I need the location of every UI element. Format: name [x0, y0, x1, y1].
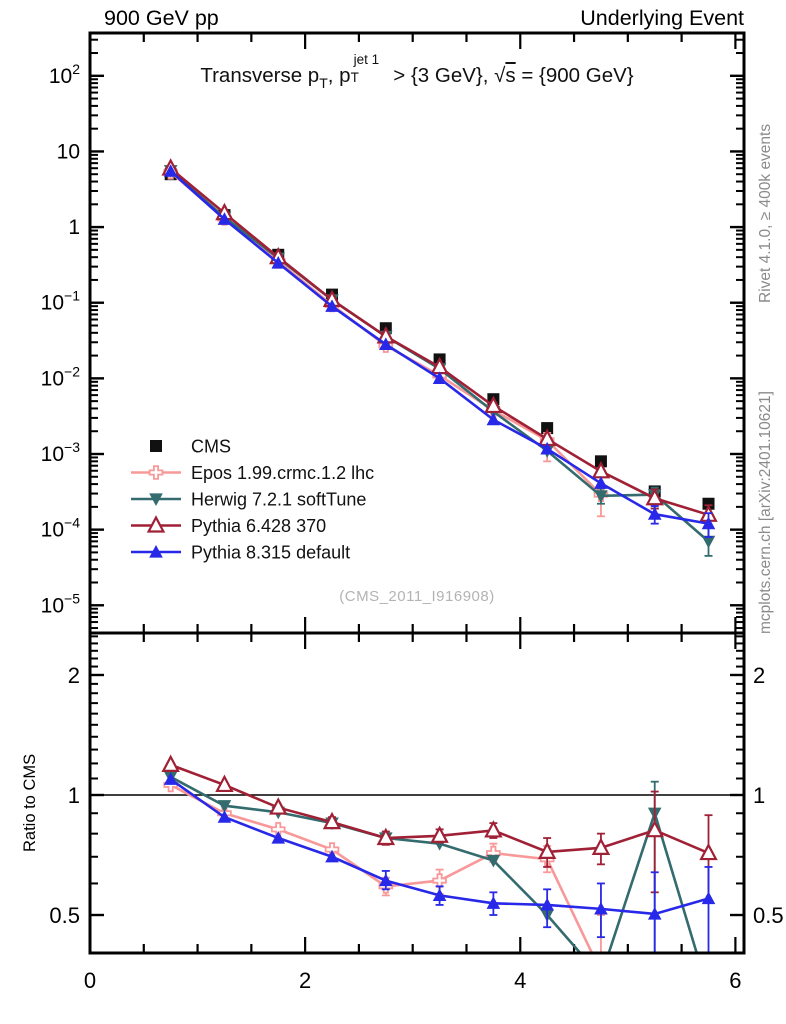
sqrt-arg: s: [505, 64, 516, 87]
mcplots-arxiv-text: mcplots.cern.ch [arXiv:2401.10621]: [757, 391, 774, 634]
main-y-tick-label: $10^2$: [48, 60, 80, 88]
title-sub-2: T: [350, 70, 359, 85]
ratio-y-tick-label-left: 1: [67, 783, 80, 809]
main-y-tick-label: $10^{-2}$: [40, 363, 80, 391]
main-y-tick-label: $10^{-1}$: [40, 287, 80, 315]
legend-item-pythia-8-315-default: [131, 543, 350, 563]
legend-item-herwig-7-2-1-softtune: [131, 490, 366, 510]
analysis-id-watermark: (CMS_2011_I916908): [339, 588, 495, 605]
legend-label: Pythia 6.428 370: [191, 516, 327, 536]
ratio-axis-title: Ratio to CMS: [21, 753, 39, 852]
main-y-tick-label: $10^{-4}$: [40, 514, 80, 542]
ratio-y-tick-label-left: 0.5: [49, 903, 80, 929]
title-text-4: = {900 GeV}: [515, 64, 634, 87]
ratio-y-tick-label-right: 0.5: [753, 903, 784, 929]
legend-label: Herwig 7.2.1 softTune: [191, 489, 367, 510]
main-y-tick-label: $10^{-3}$: [40, 438, 80, 466]
ratio-epos-1-99-crmc-1-2-lhc: [164, 779, 607, 1024]
legend-item-pythia-6-428-370: [131, 516, 326, 536]
ratio-series: [163, 757, 716, 1024]
legend-label: CMS: [191, 436, 231, 457]
legend-label: Epos 1.99.crmc.1.2 lhc: [191, 463, 375, 483]
legend: [131, 437, 374, 563]
title-text-2: , p: [327, 64, 351, 87]
title-subsup-stack: [350, 52, 388, 85]
x-tick-label: 6: [729, 968, 742, 993]
title-sup-2: jet 1: [353, 52, 380, 67]
plot-title: [90, 52, 744, 91]
main-y-tick-label: 10: [56, 140, 80, 164]
x-tick-label: 4: [514, 968, 527, 993]
rivet-version-text: Rivet 4.1.0, ≥ 400k events: [757, 123, 774, 303]
legend-item-cms: [150, 437, 231, 457]
legend-item-epos-1-99-crmc-1-2-lhc: [131, 463, 374, 483]
analysis-group-label: Underlying Event: [580, 6, 744, 30]
ratio-y-tick-label-right: 2: [753, 662, 766, 688]
title-text-1: Transverse p: [200, 64, 320, 87]
ratio-y-tick-label-right: 1: [753, 783, 766, 809]
title-sub-1: T: [319, 75, 328, 91]
x-tick-label: 2: [299, 968, 312, 993]
main-y-tick-label: $10^{-5}$: [40, 590, 80, 618]
x-tick-label: 0: [83, 968, 97, 993]
sqrt-sign: √: [494, 64, 506, 87]
ratio-y-tick-label-left: 2: [67, 662, 80, 688]
legend-label: Pythia 8.315 default: [191, 542, 351, 563]
main-cms: [165, 168, 715, 510]
axes: [41, 33, 784, 993]
beam-energy-label: 900 GeV pp: [104, 6, 219, 30]
main-y-tick-label: 1: [68, 216, 80, 240]
title-text-3: > {3 GeV},: [387, 64, 495, 87]
